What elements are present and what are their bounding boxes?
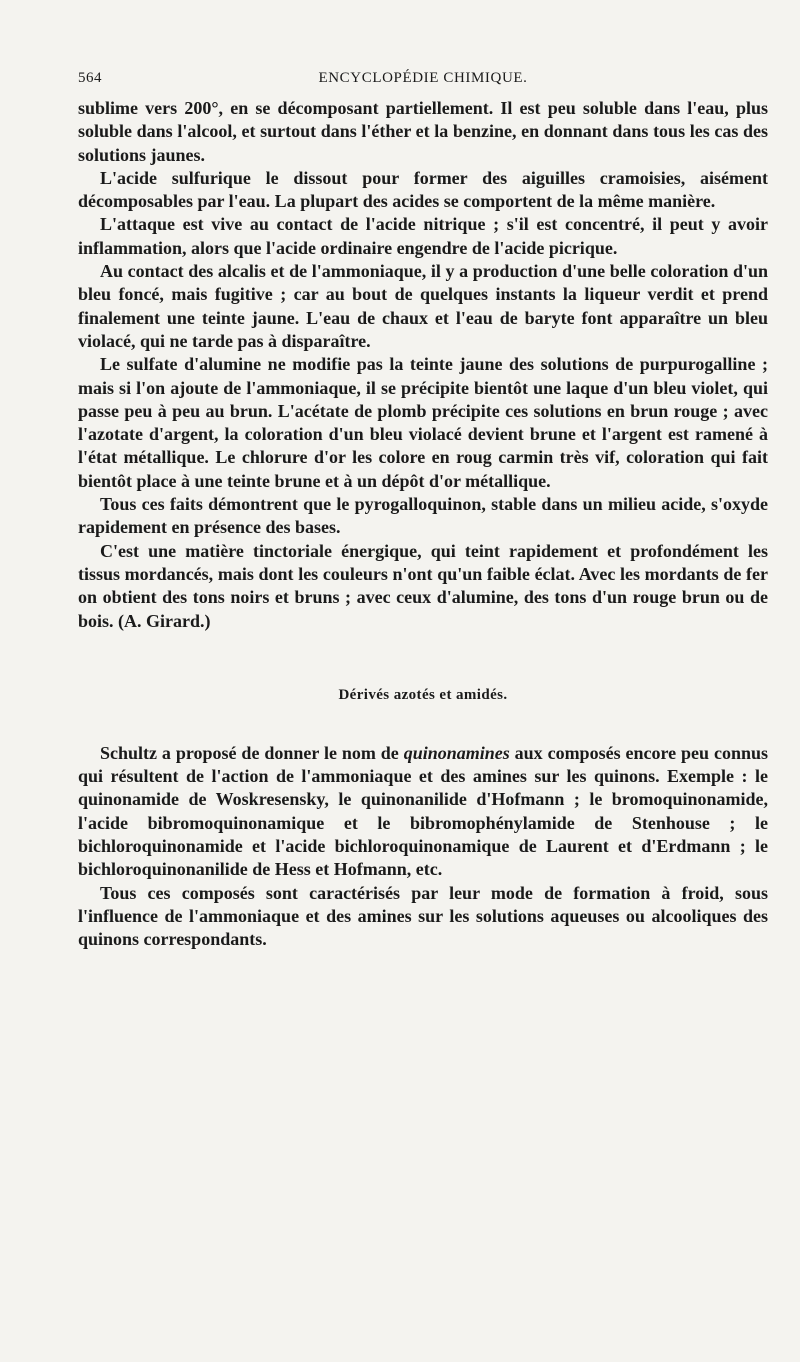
paragraph-9 [78,882,768,952]
paragraph-4: Au contact des alcalis et de l'ammoniaque, il y a production d'une belle coloration d'un bleu foncé, mais fugitive ; car au bout de quelques instants la liqueur verdit et prend finalement une teinte jaune. L'eau de chaux et l'eau de baryte font apparaître un bleu violacé, qui ne tarde pas à disparaître. [78,261,768,351]
paragraph-8 [78,742,768,882]
paragraph-7: C'est une matière tinctoriale énergique, qui teint rapidement et profondément les tissus mordancés, mais dont les couleurs n'ont qu'un faible éclat. Avec les mordants de fer on obtient des tons noirs et bruns ; avec ceux d'alumine, des tons d'un rouge brun ou de bois. (A. Girard.) [78,540,768,631]
section-heading: Dérivés azotés et amidés. [338,686,508,703]
paragraph-9-text: Tous ces composés sont caractérisés par leur mode de formation à froid, sous l'influence de l'ammoniaque et des amines sur les solutions aqueuses ou alcooliques des quinons correspondants. [78,882,768,950]
paragraph-8-term: quinonamines [403,742,510,763]
paragraph-8-before: Schultz a proposé de donner le nom de [100,742,404,763]
running-title: ENCYCLOPÉDIE CHIMIQUE. [318,70,528,86]
paragraph-5: Le sulfate d'alumine ne modifie pas la teinte jaune des solutions de purpurogalline ; mais si l'on ajoute de l'ammoniaque, il se précipite bientôt une laque d'un bleu violet, qui passe peu à peu au brun. L'acétate de plomb précipite ces solutions en brun rouge ; avec l'azotate d'argent, la coloration d'un bleu violacé devient brune et l'argent est ramené à l'état métallique. Le chlorure d'or les colore en roug carmin très vif, coloration qui fait bientôt place à une teinte brune et à un dépôt d'or métallique. [78,354,768,491]
paragraph-1: sublime vers 200°, en se décomposant partiellement. Il est peu soluble dans l'eau, plus soluble dans l'alcool, et surtout dans l'éther et la benzine, en donnant dans tous les cas des solutions jaunes. [78,98,768,165]
paragraph-3: L'attaque est vive au contact de l'acide nitrique ; s'il est concentré, il peut y avoir inflammation, alors que l'acide ordinaire engendre de l'acide picrique. [78,214,768,258]
paragraph-8-after: aux composés encore peu connus qui résultent de l'action de l'ammoniaque et des amines sur les quinons. Exemple : le quinonamide de Woskresensky, le quinonanilide d'Hofmann ; le bromoquinonamide, l'acide bibromoquinonamique et le bibromophénylamide de Stenhouse ; le bichloroquinonamide et l'acide bichloroquinonamique de Laurent et d'Erdmann ; le bichloroquinonanilide de Hess et Hofmann, etc. [78,742,768,880]
body-text [78,97,768,952]
paragraph-6: Tous ces faits démontrent que le pyrogalloquinon, stable dans un milieu acide, s'oxyde rapidement en présence des bases. [78,494,768,538]
paragraph-2: L'acide sulfurique le dissout pour former des aiguilles cramoisies, aisément décomposables par l'eau. La plupart des acides se comportent de la même manière. [78,167,768,212]
page-number: 564 [78,70,102,86]
page-header [78,70,768,94]
